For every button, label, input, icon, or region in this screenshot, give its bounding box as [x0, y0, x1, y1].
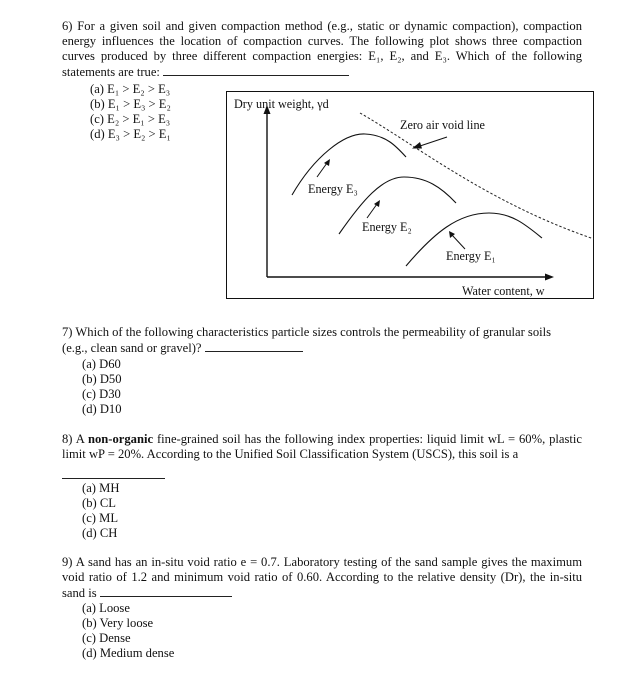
q8-option-b[interactable]: (b) CL	[82, 496, 116, 510]
question-9-number: 9)	[62, 555, 73, 569]
q9-option-c[interactable]: (c) Dense	[82, 631, 131, 645]
question-8-bold: non-organic	[88, 432, 154, 446]
question-7-number: 7)	[62, 325, 73, 339]
question-7-line1: Which of the following characteristics particle sizes controls the permeability of granular soils	[75, 325, 552, 339]
q6-option-d[interactable]: (d) E₃ > E₂ > E₁	[90, 127, 171, 141]
e1-pointer	[452, 235, 465, 249]
q9-option-a[interactable]: (a) Loose	[82, 601, 130, 615]
q7-option-c[interactable]: (c) D30	[82, 387, 121, 401]
q9-option-b[interactable]: (b) Very loose	[82, 616, 154, 630]
q7-option-a[interactable]: (a) D60	[82, 357, 121, 371]
question-8	[62, 432, 582, 462]
compaction-curves-figure	[226, 91, 594, 299]
question-6-text: For a given soil and given compaction method (e.g., static or dynamic compaction), compaction energy influences the location of compaction curves. The following plot shows three compaction curves produced by three different compaction energies: E₁, E₂, and E₃. Which of the following statements are true:	[62, 19, 582, 79]
zero-air-void-pointer	[417, 137, 447, 147]
e3-pointer	[317, 163, 327, 177]
zero-air-void-label: Zero air void line	[400, 118, 485, 132]
q8-option-d[interactable]: (d) CH	[82, 526, 118, 540]
e2-pointer	[367, 204, 377, 218]
zero-air-void-arrowhead	[412, 142, 422, 149]
q8-option-c[interactable]: (c) ML	[82, 511, 119, 525]
x-axis-arrowhead	[545, 274, 554, 281]
q9-option-d[interactable]: (d) Medium dense	[82, 646, 175, 660]
question-9-text: A sand has an in-situ void ratio e = 0.7. Laboratory testing of the sand sample gives the maximum void ratio of 1.2 and minimum void ratio of 0.60. According to the relative density (Dr), the in-situ sand is	[62, 555, 582, 600]
curve-label-e3: Energy E₃	[308, 182, 358, 196]
q6-option-c[interactable]: (c) E₂ > E₁ > E₃	[90, 112, 171, 126]
answer-blank-q9[interactable]	[100, 585, 232, 597]
x-axis-label: Water content, w	[462, 284, 545, 298]
e3-arrowhead	[324, 159, 330, 166]
question-6-number: 6)	[62, 19, 73, 33]
e2-arrowhead	[374, 200, 380, 207]
curve-label-e1: Energy E₁	[446, 249, 496, 263]
q8-option-a[interactable]: (a) MH	[82, 481, 120, 495]
question-9	[62, 555, 582, 601]
curve-label-e2: Energy E₂	[362, 220, 412, 234]
answer-blank-q6[interactable]	[163, 64, 349, 76]
question-8-number: 8)	[62, 432, 73, 446]
answer-blank-q7[interactable]	[205, 340, 303, 352]
question-7-line2: (e.g., clean sand or gravel)?	[62, 341, 202, 355]
y-axis-label: Dry unit weight, γd	[234, 97, 329, 111]
question-8-pre: A	[75, 432, 85, 446]
answer-blank-q8[interactable]	[62, 467, 165, 479]
question-7	[62, 325, 582, 356]
q7-option-d[interactable]: (d) D10	[82, 402, 122, 416]
q7-option-b[interactable]: (b) D50	[82, 372, 122, 386]
q6-option-a[interactable]: (a) E₁ > E₂ > E₃	[90, 82, 171, 96]
q6-option-b[interactable]: (b) E₁ > E₃ > E₂	[90, 97, 171, 111]
question-8-text: fine-grained soil has the following index properties: liquid limit wL = 60%, plastic limit wP = 20%. According to the Unified Soil Classification System (USCS), this soil is a	[62, 432, 582, 461]
question-6	[62, 19, 582, 80]
